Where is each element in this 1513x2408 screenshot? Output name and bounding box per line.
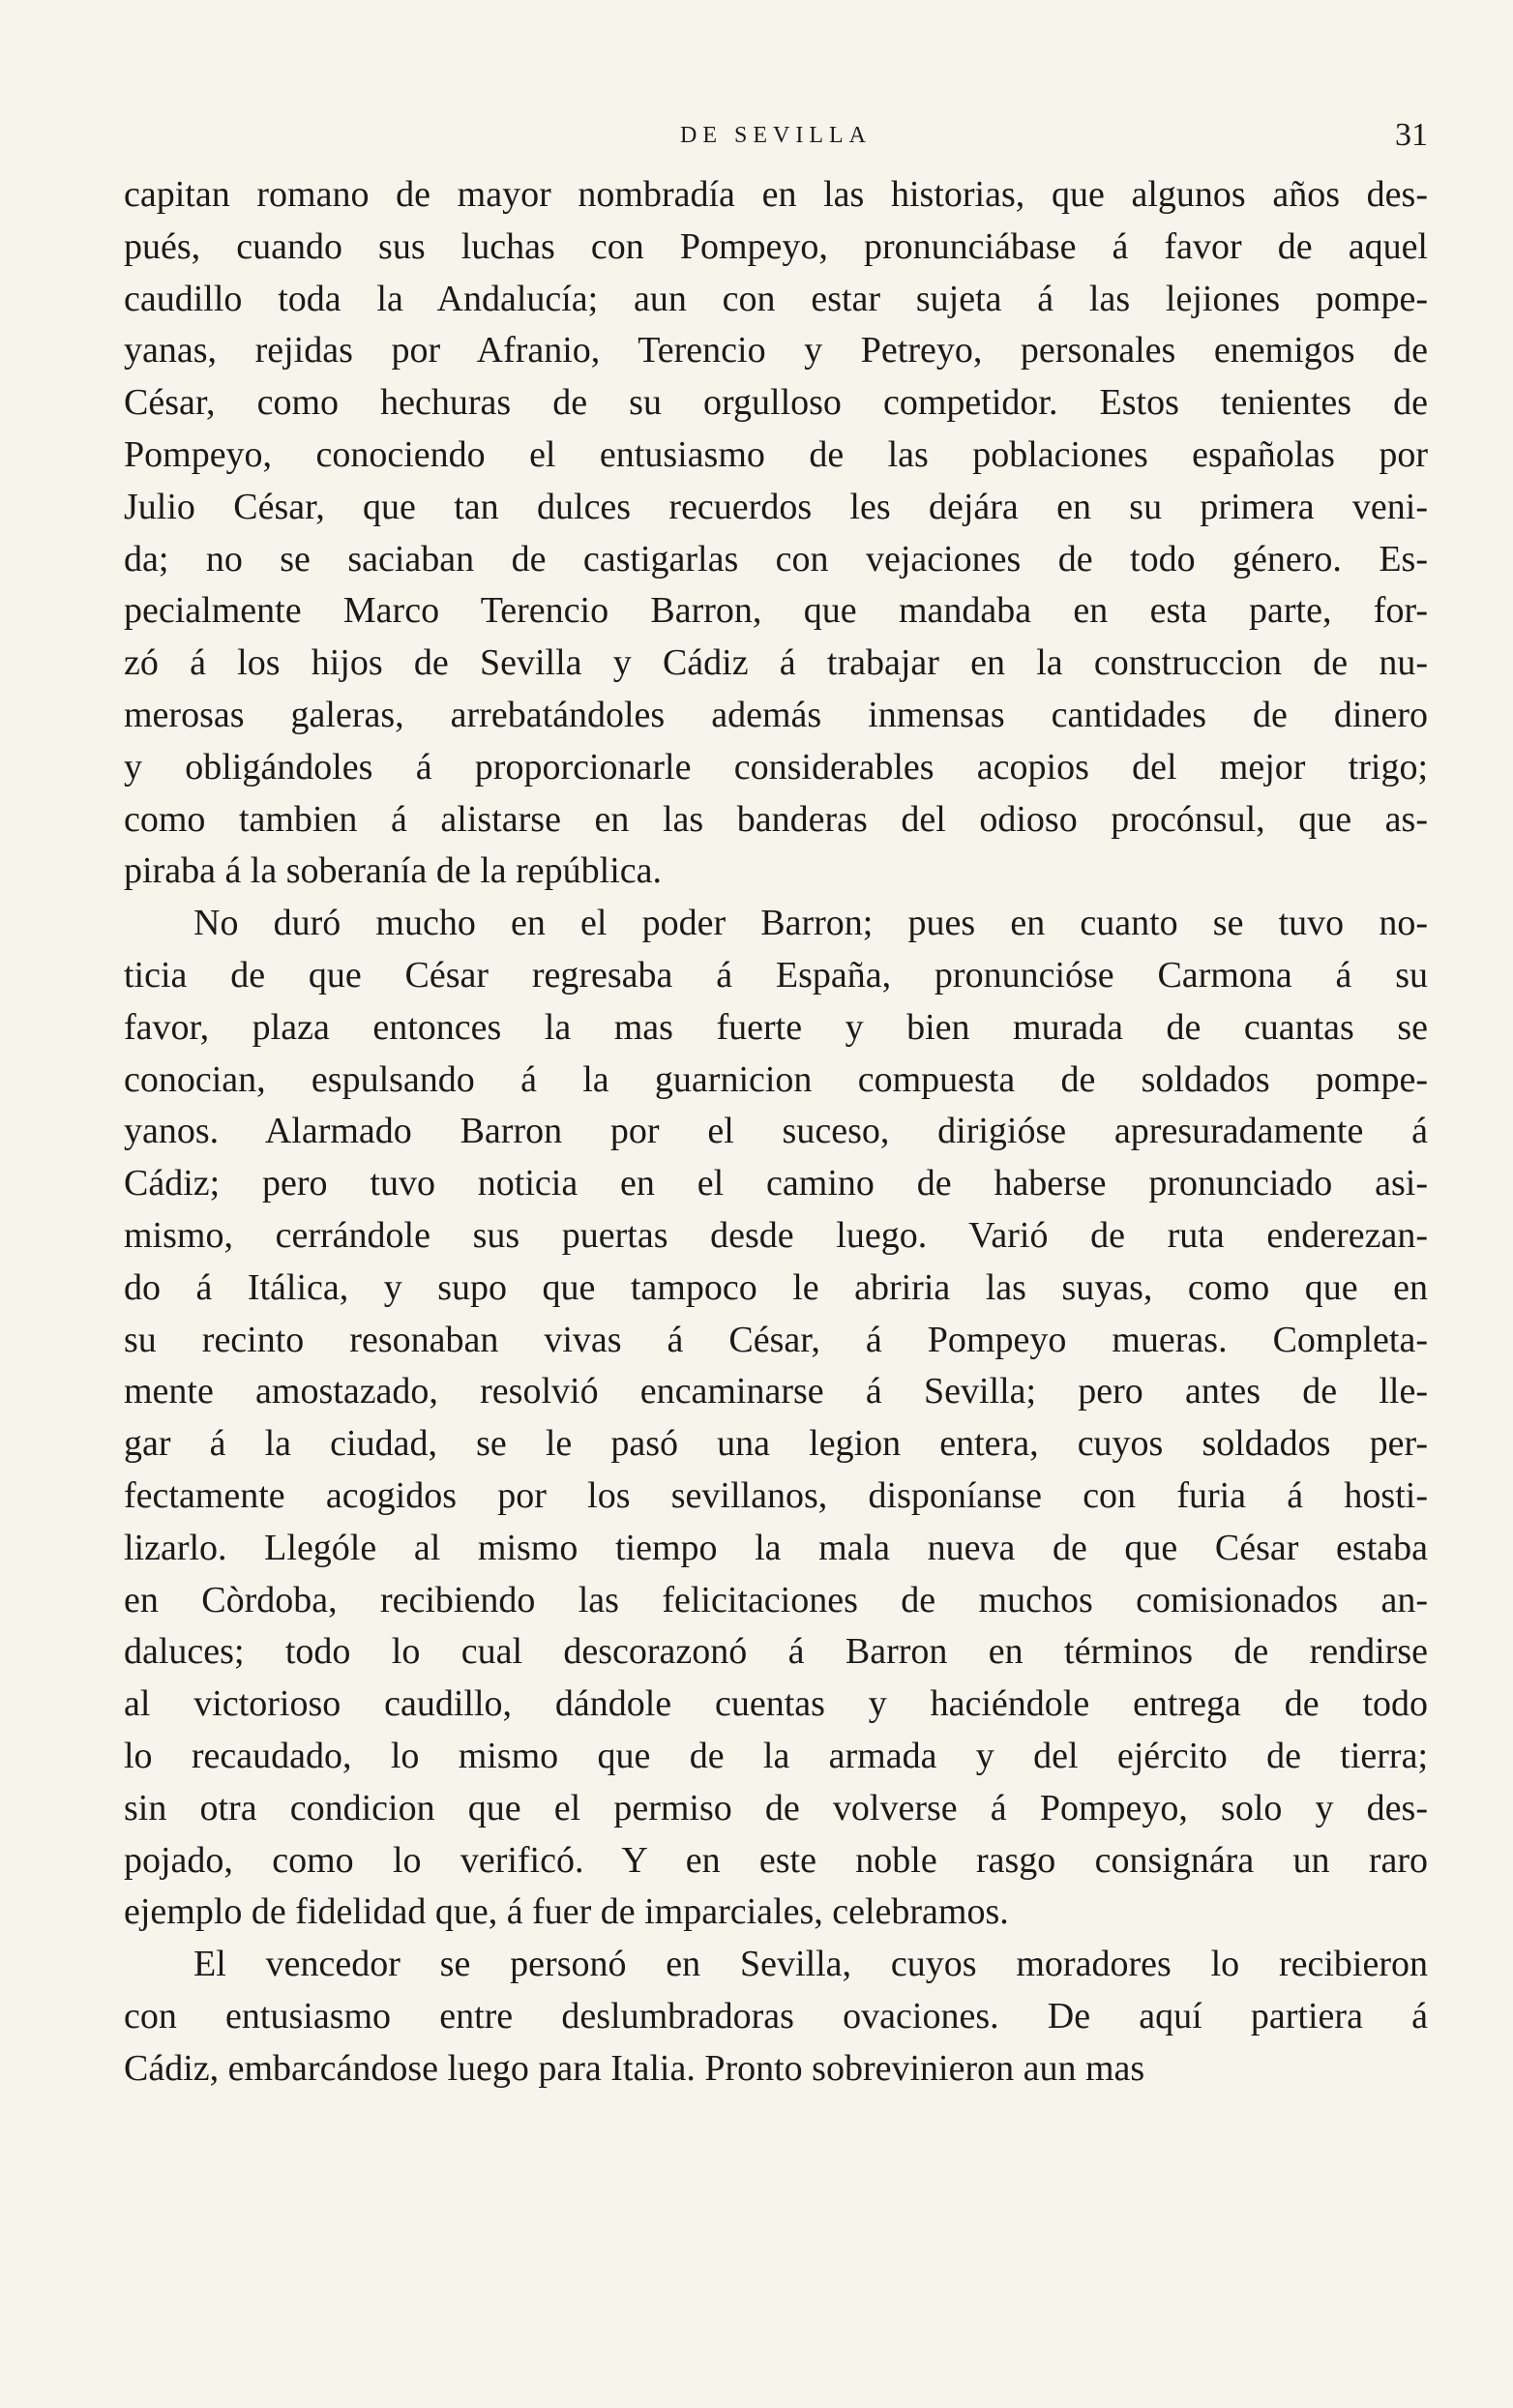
text-line: Cádiz, embarcándose luego para Italia. Pronto sobrevinieron aun mas — [124, 2047, 1145, 2089]
paragraph — [124, 898, 1428, 1939]
text-line: Julio César, que tan dulces recuerdos les dejára en su primera veni- — [124, 486, 1428, 527]
text-line: conocian, espulsando á la guarnicion compuesta de soldados pompe- — [124, 1058, 1428, 1100]
text-line: Pompeyo, conociendo el entusiasmo de las poblaciones españolas por — [124, 433, 1428, 475]
text-line: merosas galeras, arrebatándoles además inmensas cantidades de dinero — [124, 694, 1428, 735]
text-line: zó á los hijos de Sevilla y Cádiz á trabajar en la construccion de nu- — [124, 642, 1428, 684]
text-line: caudillo toda la Andalucía; aun con estar sujeta á las lejiones pompe- — [124, 278, 1428, 319]
text-line: favor, plaza entonces la mas fuerte y bien murada de cuantas se — [124, 1006, 1428, 1048]
text-line: como tambien á alistarse en las banderas del odioso procónsul, que as- — [124, 798, 1428, 840]
text-line: sin otra condicion que el permiso de volverse á Pompeyo, solo y des- — [124, 1787, 1428, 1828]
text-line: pojado, como lo verificó. Y en este noble rasgo consignára un raro — [124, 1839, 1428, 1881]
text-line: con entusiasmo entre deslumbradoras ovaciones. De aquí partiera á — [124, 1995, 1428, 2036]
text-line: gar á la ciudad, se le pasó una legion entera, cuyos soldados per- — [124, 1423, 1428, 1465]
text-line: No duró mucho en el poder Barron; pues en cuanto se tuvo no- — [193, 903, 1428, 944]
page-number: 31 — [1395, 117, 1428, 153]
text-line: ticia de que César regresaba á España, pronuncióse Carmona á su — [124, 954, 1428, 996]
paragraph — [124, 1939, 1428, 2095]
text-line: en Còrdoba, recibiendo las felicitaciones de muchos comisionados an- — [124, 1579, 1428, 1620]
running-title: DE SEVILLA — [680, 123, 872, 148]
text-line: do á Itálica, y supo que tampoco le abriria las suyas, como que en — [124, 1266, 1428, 1308]
text-line: pecialmente Marco Terencio Barron, que mandaba en esta parte, for- — [124, 590, 1428, 632]
text-line: lo recaudado, lo mismo que de la armada y del ejército de tierra; — [124, 1735, 1428, 1776]
text-line: piraba á la soberanía de la república. — [124, 850, 662, 892]
text-line: su recinto resonaban vivas á César, á Pompeyo mueras. Completa- — [124, 1319, 1428, 1360]
text-line: Cádiz; pero tuvo noticia en el camino de haberse pronunciado asi- — [124, 1163, 1428, 1204]
text-line: mente amostazado, resolvió encaminarse á Sevilla; pero antes de lle- — [124, 1371, 1428, 1412]
text-line: fectamente acogidos por los sevillanos, disponíanse con furia á hosti- — [124, 1474, 1428, 1516]
text-line: da; no se saciaban de castigarlas con vejaciones de todo género. Es- — [124, 538, 1428, 580]
running-head — [124, 114, 1428, 157]
text-line: yanas, rejidas por Afranio, Terencio y Petreyo, personales enemigos de — [124, 330, 1428, 372]
paragraph — [124, 169, 1428, 898]
text-line: lizarlo. Llególe al mismo tiempo la mala nueva de que César estaba — [124, 1527, 1428, 1568]
text-line: El vencedor se personó en Sevilla, cuyos moradores lo recibieron — [193, 1944, 1428, 1985]
text-line: al victorioso caudillo, dándole cuentas y haciéndole entrega de todo — [124, 1683, 1428, 1725]
text-line: ejemplo de fidelidad que, á fuer de imparciales, celebramos. — [124, 1891, 1009, 1933]
text-line: mismo, cerrándole sus puertas desde luego. Varió de ruta enderezan- — [124, 1214, 1428, 1256]
text-line: capitan romano de mayor nombradía en las historias, que algunos años des- — [124, 174, 1428, 215]
text-line: pués, cuando sus luchas con Pompeyo, pronunciábase á favor de aquel — [124, 225, 1428, 267]
text-line: y obligándoles á proporcionarle considerables acopios del mejor trigo; — [124, 746, 1428, 788]
text-line: César, como hechuras de su orgulloso competidor. Estos tenientes de — [124, 382, 1428, 424]
text-line: yanos. Alarmado Barron por el suceso, dirigióse apresuradamente á — [124, 1111, 1428, 1152]
text-line: daluces; todo lo cual descorazonó á Barron en términos de rendirse — [124, 1631, 1428, 1673]
body-text — [124, 169, 1428, 2095]
